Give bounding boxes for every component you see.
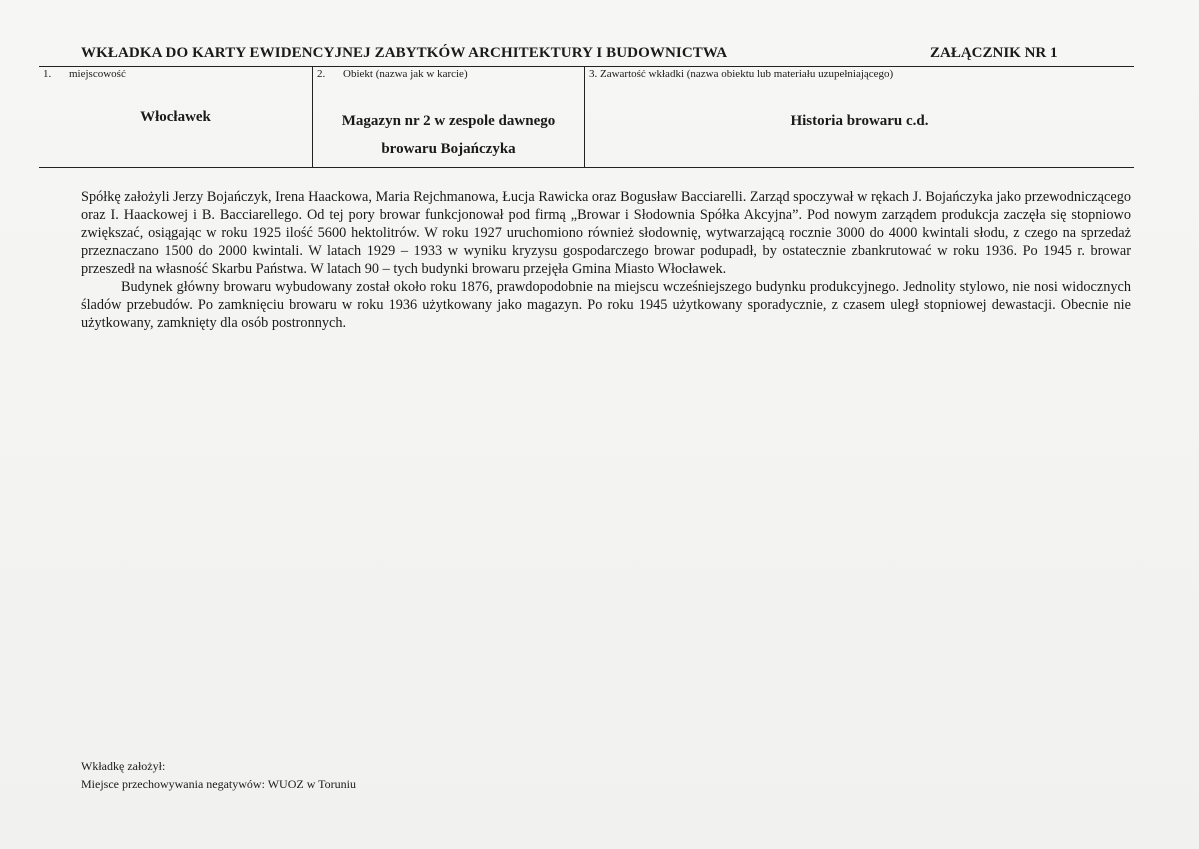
insert-content-cell (585, 67, 1134, 167)
annex-number: ZAŁĄCZNIK NR 1 (930, 45, 1058, 61)
locality-number: 1. (43, 68, 52, 80)
object-value (313, 107, 584, 163)
footer (81, 757, 356, 793)
header-table (39, 66, 1134, 168)
insert-content-label (589, 68, 893, 80)
locality-label-text: miejscowość (69, 68, 126, 80)
object-label (317, 68, 468, 80)
insert-content-label-text: Zawartość wkładki (nazwa obiektu lub materiału uzupełniającego) (600, 68, 894, 80)
object-number: 2. (317, 68, 326, 80)
history-text (81, 188, 1131, 332)
locality-cell (39, 67, 313, 167)
history-paragraph-2: Budynek główny browaru wybudowany został około roku 1876, prawdopodobnie na miejscu wcześniejszego budynku produkcyjnego. Jednolity stylowo, nie nosi widocznych śladów przebudów. Po zamknięciu browaru w roku 1936 użytkowany jako magazyn. Po roku 1945 użytkowany sporadycznie, z czasem uległ stopniowej dewastacji. Obecnie nie użytkowany, zamknięty dla osób postronnych. (81, 279, 1131, 331)
history-paragraph-1: Spółkę założyli Jerzy Bojańczyk, Irena Haackowa, Maria Rejchmanowa, Łucja Rawicka oraz Bogusław Bacciarelli. Zarząd spoczywał w rękach J. Bojańczyka jako przewodniczącego oraz I. Haackowej i B. Bacciarellego. Od tej pory browar funkcjonował pod firmą „Browar i Słodownia Spółka Akcyjna”. Pod nowym zarządem produkcja zaczęła się stopniowo zwiększać, osiągając w roku 1925 ilość 5600 hektolitrów. W roku 1927 uruchomiono również słodownię, wytwarzającą rocznie 3000 do 4000 kwintali słodu, z czego na sprzedaż przeznaczano 1500 do 2000 kwintali. W latach 1929 – 1933 w wyniku kryzysu gospodarczego browar podupadł, by ostatecznie zbankrutować w roku 1936. Po 1945 r. browar przeszedł na własność Skarbu Państwa. W latach 90 – tych budynki browaru przejęła Gmina Miasto Włocławek. (81, 189, 1131, 277)
object-value-line2: browaru Bojańczyka (381, 141, 516, 157)
founder-line: Wkładkę założył: (81, 759, 166, 773)
locality-value: Włocławek (140, 109, 211, 125)
locality-label (43, 68, 126, 80)
insert-content-number: 3. (589, 68, 598, 80)
negatives-location: Miejsce przechowywania negatywów: WUOZ w Toruniu (81, 777, 356, 791)
object-value-line1: Magazyn nr 2 w zespole dawnego (341, 113, 556, 129)
object-label-text: Obiekt (nazwa jak w karcie) (343, 68, 468, 80)
object-cell (313, 67, 585, 167)
document-title: WKŁADKA DO KARTY EWIDENCYJNEJ ZABYTKÓW ARCHITEKTURY I BUDOWNICTWA (81, 45, 728, 61)
insert-content-value: Historia browaru c.d. (790, 113, 929, 129)
